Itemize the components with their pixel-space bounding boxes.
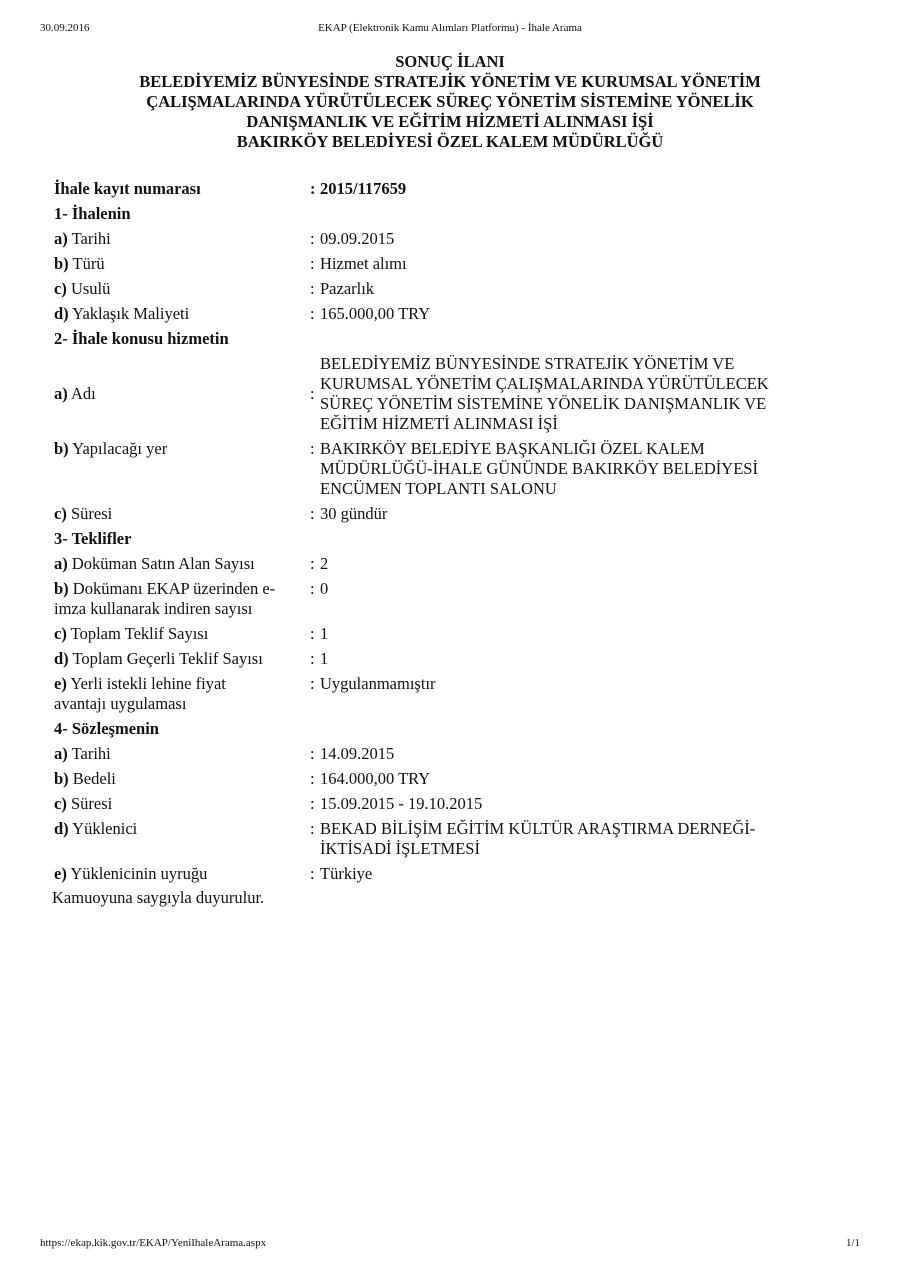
- field-value: Türkiye: [320, 863, 373, 883]
- field-row: [54, 791, 854, 816]
- field-value: 2: [320, 553, 329, 573]
- field-label: Toplam Teklif Sayısı: [66, 623, 209, 643]
- field-label: Dokümanı EKAP üzerinden e-imza kullanarak indiren sayısı: [54, 578, 276, 618]
- field-value: 164.000,00 TRY: [320, 768, 431, 788]
- field-letter: a): [54, 743, 68, 763]
- colon: :: [310, 503, 315, 523]
- field-label: Doküman Satın Alan Sayısı: [67, 553, 255, 573]
- field-letter: b): [54, 768, 69, 788]
- announcement-body: [54, 176, 854, 886]
- colon: :: [310, 178, 316, 198]
- colon: :: [310, 818, 315, 838]
- colon: :: [310, 768, 315, 788]
- field-letter: c): [54, 793, 67, 813]
- field-letter: e): [54, 673, 67, 693]
- field-label: Yerli istekli lehine fiyat avantajı uygulaması: [54, 673, 226, 713]
- field-letter: c): [54, 278, 67, 298]
- title-line: BAKIRKÖY BELEDİYESİ ÖZEL KALEM MÜDÜRLÜĞÜ: [236, 132, 664, 151]
- colon: :: [310, 383, 315, 403]
- colon: :: [310, 648, 315, 668]
- field-value: 30 gündür: [320, 503, 388, 523]
- field-letter: b): [54, 253, 69, 273]
- field-value: 14.09.2015: [320, 743, 395, 763]
- colon: :: [310, 673, 315, 693]
- field-label: Süresi: [66, 793, 113, 813]
- field-label: Türü: [68, 253, 105, 273]
- registration-number: 2015/117659: [320, 178, 407, 198]
- field-value: Pazarlık: [320, 278, 375, 298]
- field-value: BELEDİYEMİZ BÜNYESİNDE STRATEJİK YÖNETİM VE KURUMSAL YÖNETİM ÇALIŞMALARINDA YÜRÜTÜLECEK SÜREÇ YÖNETİM SİSTEMİNE YÖNELİK DANIŞMANLIK VE EĞİTİM HİZMETİ ALINMASI İŞİ: [320, 353, 769, 433]
- field-label: Usulü: [66, 278, 111, 298]
- field-value: 0: [320, 578, 329, 598]
- registration-label: İhale kayıt numarası: [54, 178, 201, 198]
- field-letter: c): [54, 503, 67, 523]
- field-label: Bedeli: [68, 768, 116, 788]
- title-line: SONUÇ İLANI: [395, 52, 505, 71]
- field-row: [54, 576, 854, 621]
- field-value: 1: [320, 623, 329, 643]
- field-letter: b): [54, 438, 69, 458]
- section-heading: 3- Teklifler: [54, 528, 132, 548]
- field-label: Yüklenici: [68, 818, 138, 838]
- field-row: [54, 816, 854, 861]
- field-letter: e): [54, 863, 67, 883]
- field-row: [54, 501, 854, 526]
- field-value: BEKAD BİLİŞİM EĞİTİM KÜLTÜR ARAŞTIRMA DERNEĞİ-İKTİSADİ İŞLETMESİ: [320, 818, 756, 858]
- announcement-title: [0, 52, 900, 152]
- field-letter: a): [54, 553, 68, 573]
- colon: :: [310, 278, 315, 298]
- print-url: https://ekap.kik.gov.tr/EKAP/YeniIhaleArama.aspx: [40, 1237, 267, 1249]
- colon: :: [310, 303, 315, 323]
- field-letter: a): [54, 228, 68, 248]
- title-line: BELEDİYEMİZ BÜNYESİNDE STRATEJİK YÖNETİM VE KURUMSAL YÖNETİM: [139, 72, 761, 91]
- field-label: Yapılacağı yer: [68, 438, 168, 458]
- colon: :: [310, 228, 315, 248]
- field-letter: d): [54, 648, 69, 668]
- colon: :: [310, 793, 315, 813]
- field-letter: a): [54, 383, 68, 403]
- colon: :: [310, 438, 315, 458]
- section-heading: 2- İhale konusu hizmetin: [54, 328, 229, 348]
- field-row: [54, 551, 854, 576]
- field-letter: d): [54, 818, 69, 838]
- field-row: [54, 301, 854, 326]
- section-heading: 1- İhalenin: [54, 203, 131, 223]
- field-value: 165.000,00 TRY: [320, 303, 431, 323]
- field-row: [54, 861, 854, 886]
- field-row: [54, 226, 854, 251]
- colon: :: [310, 743, 315, 763]
- field-label: Süresi: [66, 503, 113, 523]
- field-label: Yaklaşık Maliyeti: [68, 303, 190, 323]
- field-label: Yüklenicinin uyruğu: [66, 863, 208, 883]
- field-value: 09.09.2015: [320, 228, 395, 248]
- section-heading: 4- Sözleşmenin: [54, 718, 159, 738]
- field-letter: b): [54, 578, 69, 598]
- field-label: Adı: [67, 383, 96, 403]
- colon: :: [310, 578, 315, 598]
- field-row: [54, 351, 854, 436]
- field-row: [54, 276, 854, 301]
- field-row: [54, 766, 854, 791]
- closing-statement: Kamuoyuna saygıyla duyurulur.: [52, 888, 265, 907]
- field-row: [54, 436, 854, 501]
- field-row: [54, 251, 854, 276]
- field-letter: d): [54, 303, 69, 323]
- field-value: Uygulanmamıştır: [320, 673, 436, 693]
- title-line: ÇALIŞMALARINDA YÜRÜTÜLECEK SÜREÇ YÖNETİM SİSTEMİNE YÖNELİK: [146, 92, 754, 111]
- field-value: Hizmet alımı: [320, 253, 407, 273]
- field-value: 1: [320, 648, 329, 668]
- title-line: DANIŞMANLIK VE EĞİTİM HİZMETİ ALINMASI İŞİ: [246, 112, 654, 131]
- colon: :: [310, 253, 315, 273]
- print-page-title: EKAP (Elektronik Kamu Alımları Platformu) - İhale Arama: [318, 22, 582, 34]
- field-row: [54, 646, 854, 671]
- colon: :: [310, 553, 315, 573]
- field-letter: c): [54, 623, 67, 643]
- field-label: Toplam Geçerli Teklif Sayısı: [68, 648, 263, 668]
- field-row: [54, 741, 854, 766]
- field-value: BAKIRKÖY BELEDİYE BAŞKANLIĞI ÖZEL KALEM MÜDÜRLÜĞÜ-İHALE GÜNÜNDE BAKIRKÖY BELEDİYESİ ENCÜMEN TOPLANTI SALONU: [320, 438, 758, 498]
- field-value: 15.09.2015 - 19.10.2015: [320, 793, 483, 813]
- field-row: [54, 671, 854, 716]
- print-date: 30.09.2016: [40, 22, 90, 34]
- colon: :: [310, 863, 315, 883]
- field-label: Tarihi: [67, 743, 111, 763]
- colon: :: [310, 623, 315, 643]
- field-row: [54, 621, 854, 646]
- page-number: 1/1: [845, 1237, 860, 1249]
- field-label: Tarihi: [67, 228, 111, 248]
- registration-row: [54, 176, 854, 201]
